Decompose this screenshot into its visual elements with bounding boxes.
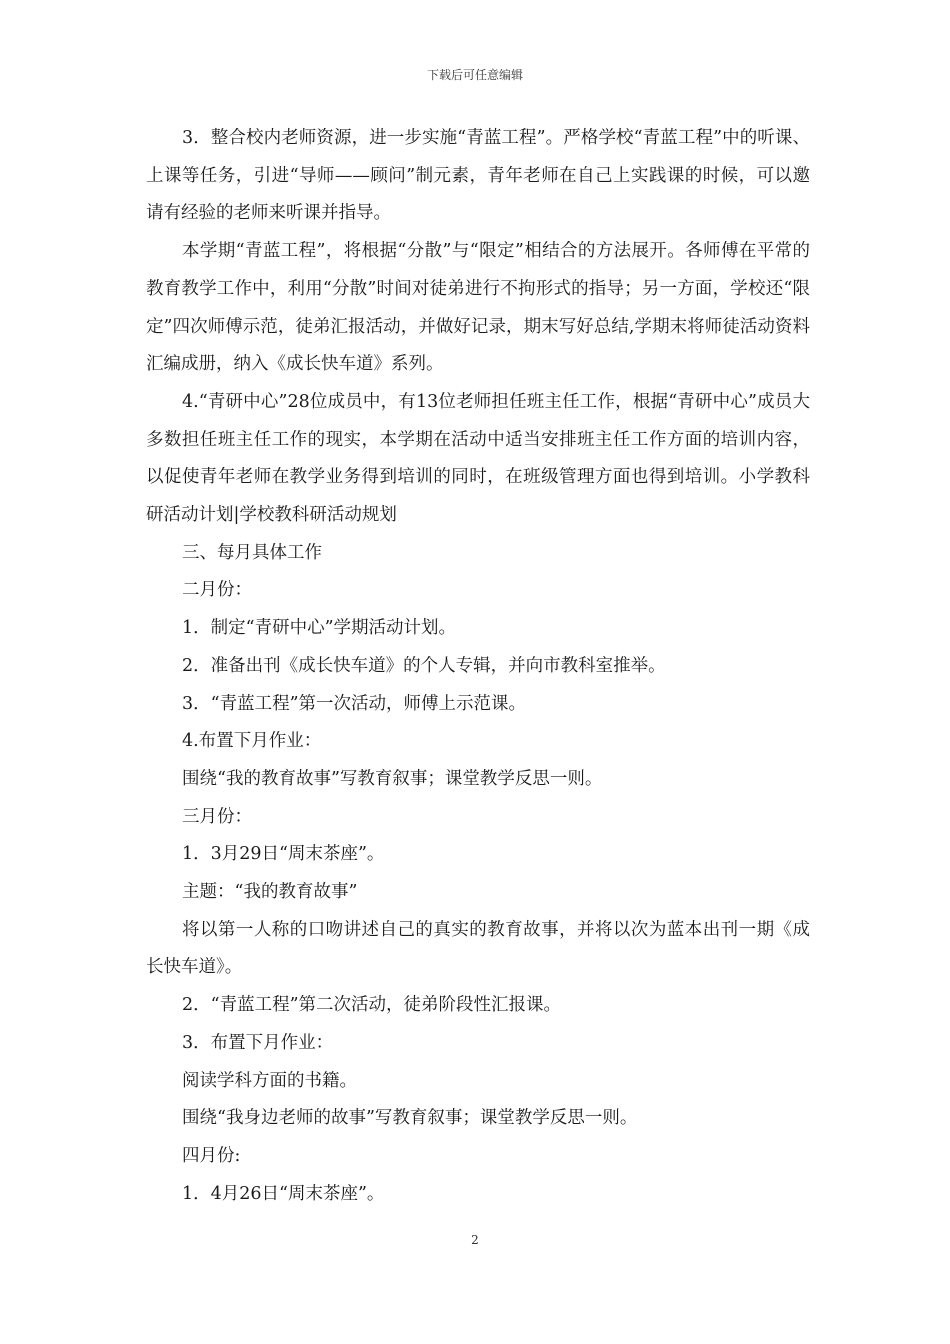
list-item: 1．制定“青研中心”学期活动计划。 (182, 618, 457, 639)
list-item: 3．布置下月作业： (182, 1032, 334, 1053)
paragraph-story: 将以第一人称的口吻讲述自己的真实的教育故事，并将以次为蓝本出刊一期《成长快车道》。 (146, 919, 810, 978)
month-heading-february: 二月份： (182, 580, 252, 601)
paragraph-qinglan-plan: 本学期“青蓝工程”，将根据“分散”与“限定”相结合的方法展开。各师傅在平常的教育教学工作中，利用“分散”时间对徒弟进行不拘形式的指导；另一方面，学校还“限定”四次师傅示范，徒弟汇报活动，并做好记录，期末写好总结,学期末将师徒活动资料汇编成册，纳入《成长快车道》系列。 (146, 241, 810, 375)
document-body (146, 120, 810, 1213)
list-item: 3．“青蓝工程”第一次活动，师傅上示范课。 (182, 693, 527, 714)
list-item: 2．“青蓝工程”第二次活动，徒弟阶段性汇报课。 (182, 995, 562, 1016)
page-number: 2 (471, 1233, 479, 1247)
paragraph-item-3: 3．整合校内老师资源，进一步实施“青蓝工程”。严格学校“青蓝工程”中的听课、上课等任务，引进“导师——顾问”制元素，青年老师在自己上实践课的时候，可以邀请有经验的老师来听课并指导。 (146, 128, 810, 224)
paragraph-item-4: 4.“青研中心”28位成员中，有13位老师担任班主任工作，根据“青研中心”成员大多数担任班主任工作的现实，本学期在活动中适当安排班主任工作方面的培训内容，以促使青年老师在教学业务得到培训的同时，在班级管理方面也得到培训。小学教科研活动计划|学校教科研活动规划 (146, 391, 810, 526)
month-heading-april: 四月份: (182, 1145, 241, 1166)
month-heading-march: 三月份： (182, 806, 252, 827)
list-item: 围绕“我的教育故事”写教育叙事；课堂教学反思一则。 (182, 768, 603, 789)
list-item: 2．准备出刊《成长快车道》的个人专辑，并向市教科室推举。 (182, 655, 666, 676)
section-heading-monthly-work: 三、每月具体工作 (182, 542, 322, 563)
list-item: 阅读学科方面的书籍。 (182, 1070, 357, 1091)
list-item: 4.布置下月作业： (182, 731, 322, 752)
list-item: 主题：“我的教育故事” (182, 882, 358, 903)
list-item: 1．3月29日“周末茶座”。 (182, 844, 385, 865)
list-item: 1．4月26日“周末茶座”。 (182, 1183, 385, 1204)
page-header: 下载后可任意编辑 (426, 68, 523, 82)
list-item: 围绕“我身边老师的故事”写教育叙事；课堂教学反思一则。 (182, 1108, 638, 1129)
